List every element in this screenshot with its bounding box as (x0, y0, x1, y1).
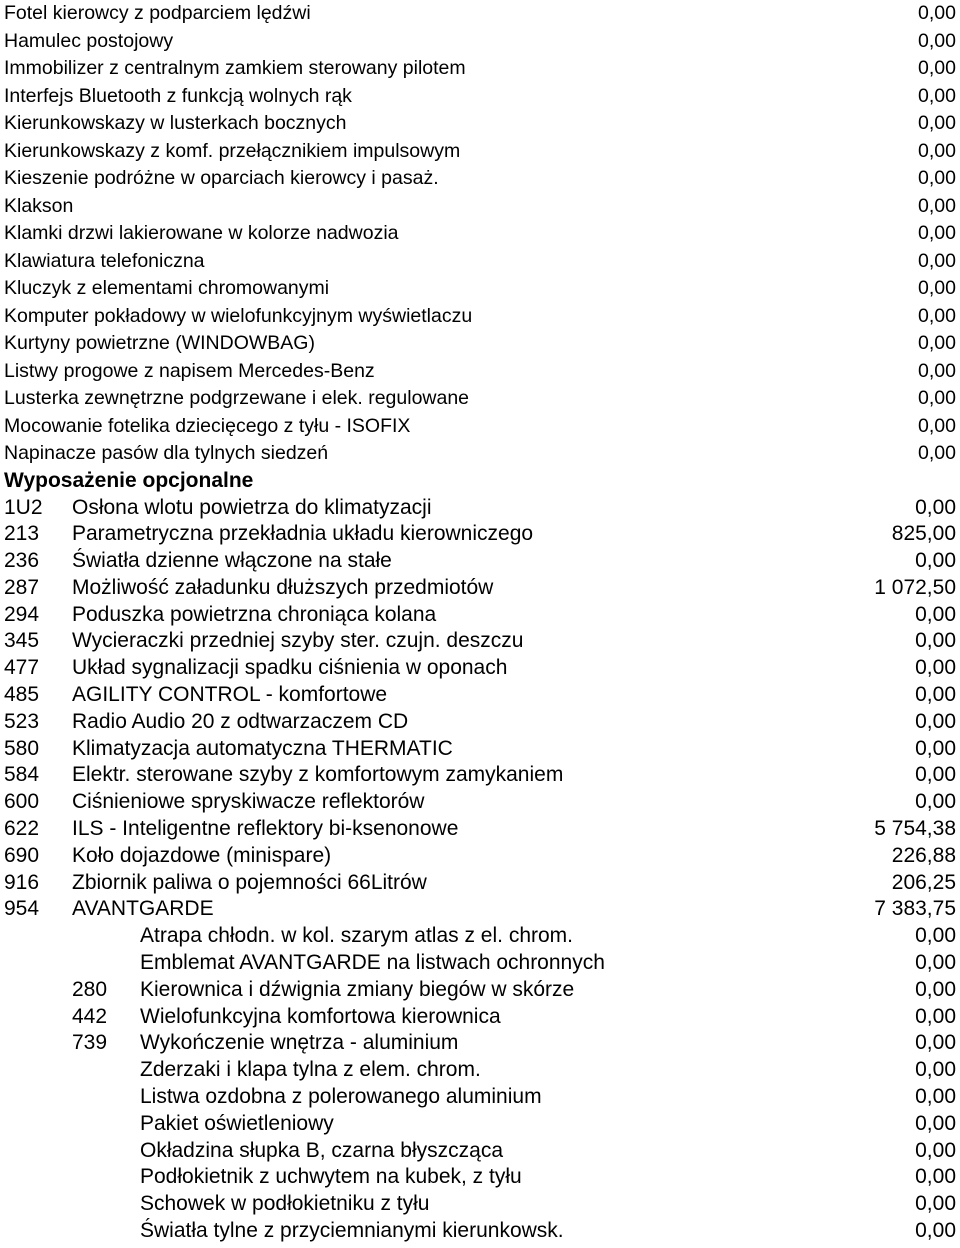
item-name: Interfejs Bluetooth z funkcją wolnych rąk (4, 84, 352, 107)
item-name: Kierunkowskazy w lusterkach bocznych (4, 112, 347, 134)
item-name: AGILITY CONTROL - komfortowe (72, 683, 388, 707)
option-code: 485 (4, 683, 40, 707)
option-code: 739 (72, 1031, 108, 1055)
standard-item-row (4, 220, 956, 248)
item-name: Fotel kierowcy z podparciem lędźwi (4, 2, 311, 24)
avantgarde-subitem-row (4, 1084, 956, 1111)
item-name: Wycieraczki przedniej szyby ster. czujn. deszczu (72, 629, 524, 653)
optional-item-row (4, 762, 956, 789)
option-code: 213 (4, 522, 40, 546)
option-code: 600 (4, 790, 40, 814)
optional-item-row (4, 843, 956, 870)
option-code: 584 (4, 763, 40, 787)
item-name: Parametryczna przekładnia układu kierowniczego (72, 522, 534, 546)
standard-item-row (4, 28, 956, 56)
item-price: 0,00 (918, 112, 956, 134)
option-code: 622 (4, 817, 40, 841)
item-price: 0,00 (915, 1031, 956, 1055)
standard-item-row (4, 275, 956, 303)
optional-equipment-list (4, 495, 956, 1245)
option-code (72, 1057, 140, 1084)
option-code (72, 950, 140, 977)
item-name: Kurtyny powietrzne (WINDOWBAG) (4, 332, 315, 354)
item-name: Klamki drzwi lakierowane w kolorze nadwozia (4, 222, 399, 244)
item-name: Pakiet oświetleniowy (140, 1111, 334, 1135)
avantgarde-subitem-row (4, 1218, 956, 1245)
option-code: 690 (4, 843, 40, 867)
item-price: 1 072,50 (874, 575, 956, 599)
item-price: 0,00 (915, 1085, 956, 1109)
item-price: 0,00 (915, 1192, 956, 1216)
item-name: Lusterka zewnętrzne podgrzewane i elek. regulowane (4, 387, 470, 409)
optional-item-row (4, 816, 956, 843)
item-price: 0,00 (918, 277, 956, 299)
item-price: 0,00 (915, 495, 956, 519)
standard-item-row (4, 303, 956, 331)
optional-item-row (4, 682, 956, 709)
option-code: 916 (4, 870, 40, 894)
item-name: Kieszenie podróżne w oparciach kierowcy i pasaż. (4, 167, 439, 189)
item-price: 0,00 (915, 1058, 956, 1082)
standard-item-row (4, 165, 956, 193)
standard-item-row (4, 0, 956, 28)
item-name: ILS - Inteligentne reflektory bi-ksenonowe (72, 817, 459, 841)
item-price: 206,25 (891, 870, 956, 894)
item-price: 0,00 (915, 709, 956, 733)
item-price: 0,00 (918, 57, 956, 79)
item-price: 0,00 (918, 249, 956, 272)
item-name: Światła dzienne włączone na stałe (72, 549, 392, 573)
item-name: Napinacze pasów dla tylnych siedzeń (4, 442, 329, 464)
option-code: 345 (4, 629, 40, 653)
optional-item-row (4, 736, 956, 763)
item-name: Klawiatura telefoniczna (4, 249, 205, 272)
item-price: 0,00 (915, 736, 956, 760)
option-code (72, 1138, 140, 1165)
standard-item-row (4, 440, 956, 468)
optional-item-row (4, 548, 956, 575)
standard-item-row (4, 358, 956, 386)
item-price: 0,00 (918, 167, 956, 189)
item-price: 0,00 (915, 924, 956, 948)
item-name: Kierownica i dźwignia zmiany biegów w skórze (140, 977, 575, 1001)
item-price: 0,00 (915, 683, 956, 707)
optional-item-row (4, 870, 956, 897)
item-name: Wykończenie wnętrza - aluminium (140, 1031, 459, 1055)
item-price: 0,00 (915, 951, 956, 975)
item-name: Klimatyzacja automatyczna THERMATIC (72, 736, 453, 760)
optional-item-row (4, 709, 956, 736)
option-code (72, 1084, 140, 1111)
optional-item-row (4, 575, 956, 602)
item-name: Elektr. sterowane szyby z komfortowym zamykaniem (72, 763, 564, 787)
item-price: 0,00 (915, 1219, 956, 1243)
item-name: Ciśnieniowe spryskiwacze reflektorów (72, 790, 425, 814)
standard-item-row (4, 138, 956, 166)
standard-item-row (4, 330, 956, 358)
item-price: 7 383,75 (874, 897, 956, 921)
item-price: 0,00 (918, 29, 956, 52)
option-code (72, 923, 140, 950)
option-code: 1U2 (4, 495, 43, 519)
item-price: 0,00 (918, 414, 956, 437)
item-name: Komputer pokładowy w wielofunkcyjnym wyświetlaczu (4, 304, 473, 327)
avantgarde-subitem-row (4, 950, 956, 977)
item-price: 0,00 (918, 84, 956, 107)
standard-item-row (4, 193, 956, 221)
item-price: 0,00 (915, 977, 956, 1001)
optional-item-row (4, 655, 956, 682)
standard-equipment-list (4, 0, 956, 468)
option-code: 523 (4, 709, 40, 733)
item-price: 825,00 (891, 522, 956, 546)
item-name: Możliwość załadunku dłuższych przedmiotów (72, 575, 494, 599)
item-price: 226,88 (891, 843, 956, 867)
standard-item-row (4, 413, 956, 441)
standard-item-row (4, 110, 956, 138)
item-name: AVANTGARDE (72, 897, 214, 921)
optional-item-row (4, 602, 956, 629)
item-name: Zbiornik paliwa o pojemności 66Litrów (72, 870, 427, 894)
item-price: 0,00 (915, 602, 956, 626)
option-code (72, 1111, 140, 1138)
item-name: Atrapa chłodn. w kol. szarym atlas z el. chrom. (140, 924, 573, 948)
item-name: Klakson (4, 194, 74, 217)
item-name: Emblemat AVANTGARDE na listwach ochronnych (140, 951, 605, 975)
avantgarde-subitem-row (4, 1111, 956, 1138)
item-price: 0,00 (915, 790, 956, 814)
optional-equipment-heading: Wyposażenie opcjonalne (4, 469, 254, 492)
option-code: 477 (4, 656, 40, 680)
avantgarde-subitem-row (4, 1004, 956, 1031)
avantgarde-subitem-row (4, 1030, 956, 1057)
optional-item-row (4, 789, 956, 816)
item-name: Listwa ozdobna z polerowanego aluminium (140, 1085, 542, 1109)
option-code: 580 (4, 736, 40, 760)
item-price: 0,00 (915, 549, 956, 573)
item-price: 0,00 (918, 332, 956, 354)
option-code: 287 (4, 575, 40, 599)
item-price: 0,00 (915, 1165, 956, 1189)
avantgarde-subitem-row (4, 1164, 956, 1191)
avantgarde-subitem-row (4, 1191, 956, 1218)
item-name: Immobilizer z centralnym zamkiem sterowany pilotem (4, 57, 466, 79)
item-name: Schowek w podłokietniku z tyłu (140, 1192, 430, 1216)
standard-item-row (4, 248, 956, 276)
item-price: 0,00 (915, 1138, 956, 1162)
item-name: Okładzina słupka B, czarna błyszcząca (140, 1138, 503, 1162)
standard-item-row (4, 55, 956, 83)
optional-item-row (4, 495, 956, 522)
item-price: 0,00 (915, 1004, 956, 1028)
item-name: Kierunkowskazy z komf. przełącznikiem impulsowym (4, 139, 461, 162)
item-name: Wielofunkcyjna komfortowa kierownica (140, 1004, 501, 1028)
optional-item-row (4, 521, 956, 548)
item-name: Koło dojazdowe (minispare) (72, 843, 332, 867)
avantgarde-subitem-row (4, 923, 956, 950)
item-price: 0,00 (918, 194, 956, 217)
option-code: 236 (4, 549, 40, 573)
item-name: Podłokietnik z uchwytem na kubek, z tyłu (140, 1165, 522, 1189)
option-code: 442 (72, 1004, 108, 1028)
item-name: Osłona wlotu powietrza do klimatyzacji (72, 495, 432, 519)
item-price: 0,00 (915, 656, 956, 680)
item-price: 0,00 (915, 1111, 956, 1135)
option-code: 294 (4, 602, 40, 626)
item-name: Radio Audio 20 z odtwarzaczem CD (72, 709, 409, 733)
item-name: Zderzaki i klapa tylna z elem. chrom. (140, 1058, 481, 1082)
item-name: Układ sygnalizacji spadku ciśnienia w oponach (72, 656, 508, 680)
option-code (72, 1191, 140, 1218)
item-name: Kluczyk z elementami chromowanymi (4, 277, 330, 299)
item-price: 0,00 (918, 304, 956, 327)
item-price: 0,00 (915, 763, 956, 787)
item-name: Listwy progowe z napisem Mercedes-Benz (4, 359, 375, 382)
item-price: 0,00 (918, 359, 956, 382)
item-price: 0,00 (918, 2, 956, 24)
item-price: 0,00 (918, 139, 956, 162)
option-code: 280 (72, 977, 108, 1001)
item-price: 0,00 (915, 629, 956, 653)
avantgarde-subitem-row (4, 977, 956, 1004)
item-name: Światła tylne z przyciemnianymi kierunkowsk. (140, 1219, 564, 1243)
item-name: Mocowanie fotelika dziecięcego z tyłu - ISOFIX (4, 414, 411, 437)
option-code: 954 (4, 897, 40, 921)
item-name: Poduszka powietrzna chroniąca kolana (72, 602, 437, 626)
option-code (72, 1164, 140, 1191)
item-price: 5 754,38 (874, 817, 956, 841)
item-price: 0,00 (918, 222, 956, 244)
avantgarde-subitem-row (4, 1138, 956, 1165)
standard-item-row (4, 83, 956, 111)
item-price: 0,00 (918, 442, 956, 464)
option-code (72, 1218, 140, 1245)
avantgarde-subitem-row (4, 1057, 956, 1084)
standard-item-row (4, 385, 956, 413)
item-price: 0,00 (918, 387, 956, 409)
optional-item-row (4, 896, 956, 923)
optional-item-row (4, 628, 956, 655)
item-name: Hamulec postojowy (4, 29, 174, 52)
